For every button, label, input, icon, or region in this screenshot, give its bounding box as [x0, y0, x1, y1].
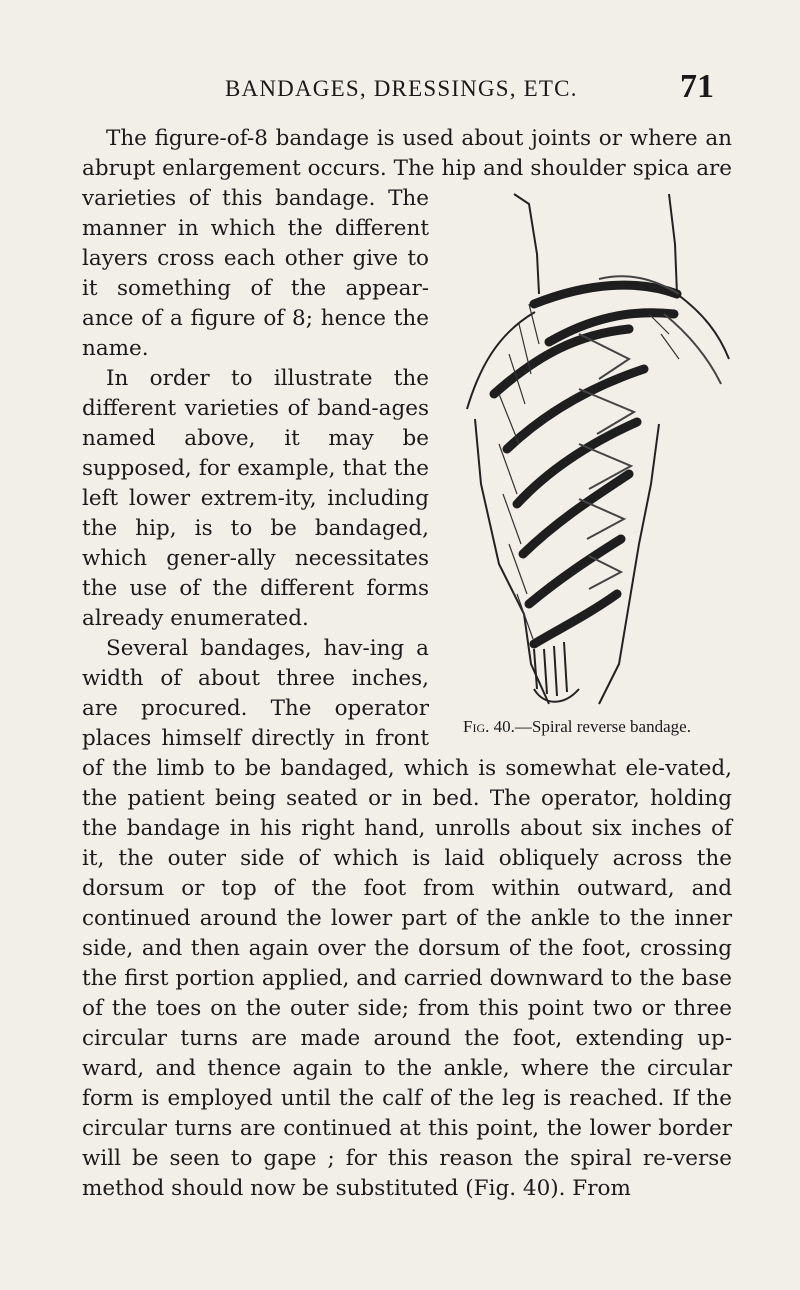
figure-caption [439, 712, 744, 742]
spiral-reverse-bandage-illustration-icon [439, 184, 744, 709]
paragraph-3: Several bandages, hav-ing a width of about three inches, are procured. The operator places himself directly in front of the limb to be bandaged, which is somewhat ele-vated, the patient being seated or in bed. The operator, holding the bandage in his right hand, unrolls about six inches of it, the outer side of which is laid obliquely across the dorsum or top of the foot from within outward, and continued around the lower part of the ankle to the inner side, and then again over the dorsum of the foot, crossing the first portion applied, and carried downward to the base of the toes on the outer side; from this point two or three circular turns are made around the foot, extending up-ward, and thence again to the ankle, where the circular form is employed until the calf of the leg is reached. If the circular turns are continued at this point, the lower border will be seen to gape ; for this reason the spiral re-verse method should now be substituted (Fig. 40). From [82, 636, 732, 1201]
running-head [0, 68, 800, 108]
paragraph-1-lead: The figure-of-8 bandage is used about joints or where an abrupt enlargement occurs. The hip and shoulder [82, 126, 732, 181]
figure-caption-label: Fig. 40. [463, 717, 515, 736]
running-title: BANDAGES, DRESSINGS, ETC. [225, 76, 578, 101]
figure-40 [439, 184, 744, 746]
body-text [82, 124, 732, 1204]
page-number: 71 [680, 68, 714, 105]
paragraph-2: In order to illustrate the different varieties of band-ages named above, it may be supposed, for example, that the left lower extrem-ity, including the hip, is to be bandaged, which gener-ally necessitates the use of the different forms already enumerated. [82, 366, 429, 631]
figure-caption-text: —Spiral reverse bandage. [514, 717, 691, 736]
paragraph-1-rest: spica are varieties of this bandage. The manner in which the different layers cross each other give to it something of the appear-ance of a figure of 8; hence the name. [82, 156, 733, 361]
